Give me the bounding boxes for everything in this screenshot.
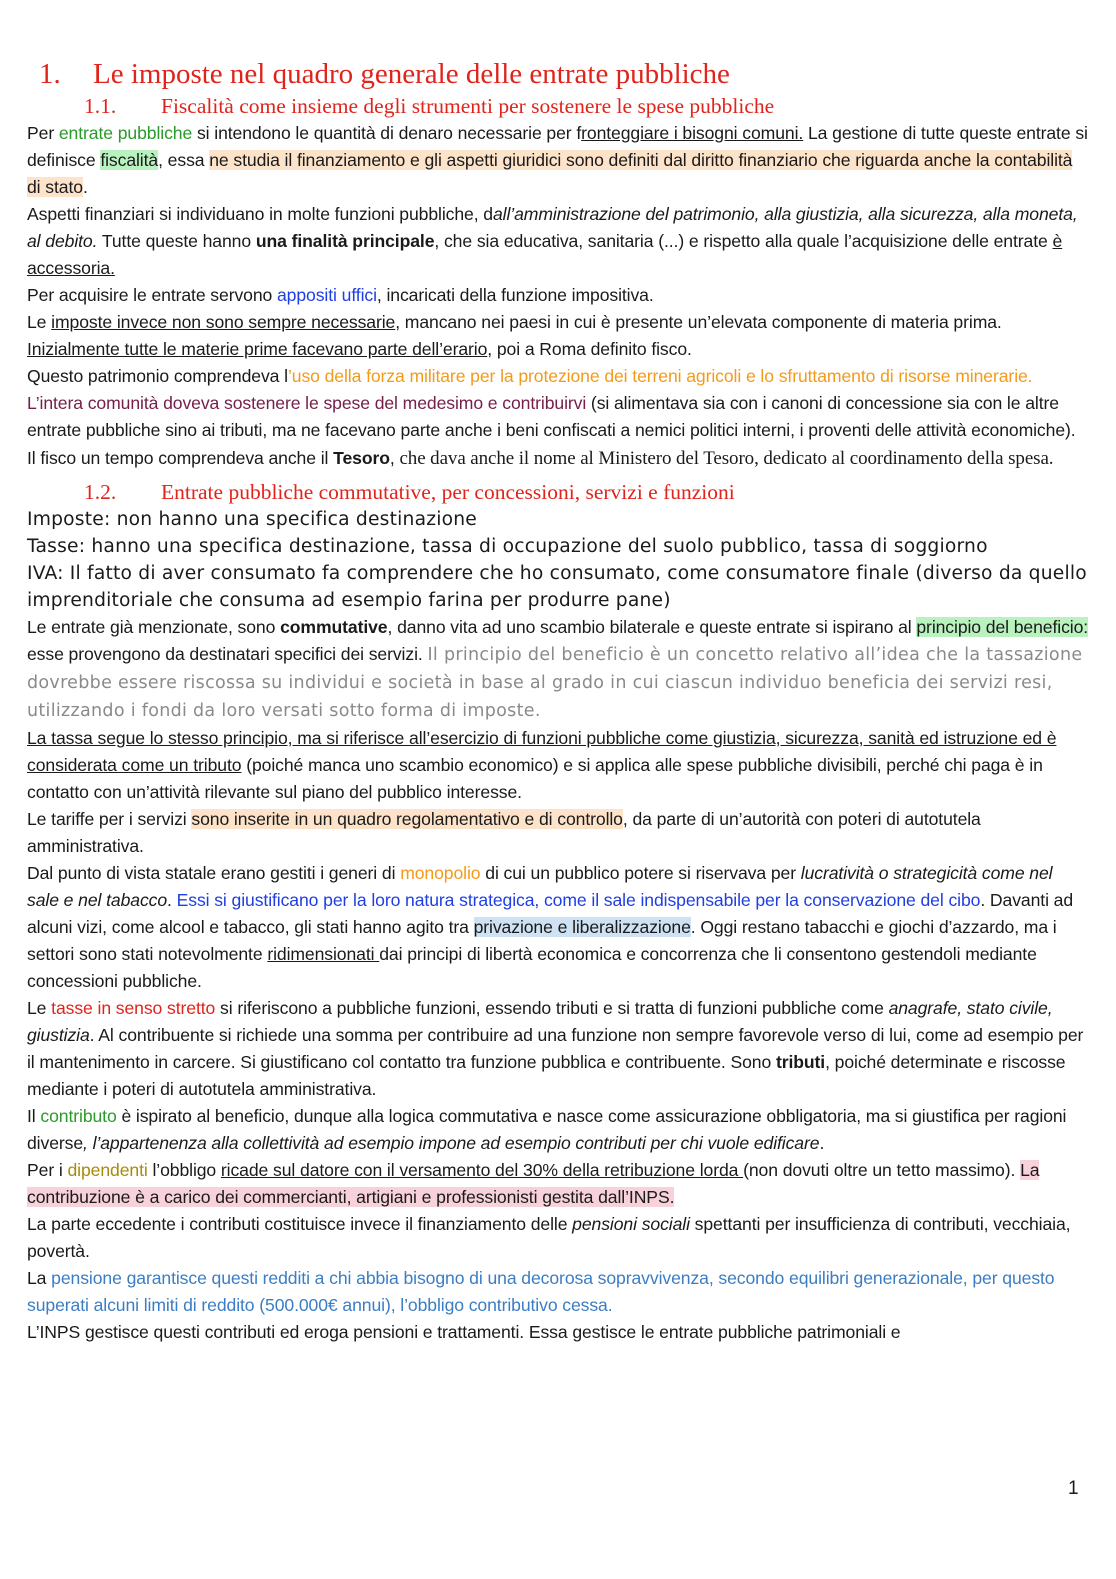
note-tasse: Tasse: hanno una specifica destinazione, tassa di occupazione del suolo pubblico, tassa di soggiorno	[27, 536, 988, 557]
note-iva: IVA: Il fatto di aver consumato fa comprendere che ho consumato, come consumatore finale (diverso da quello imprenditoriale che consuma ad esempio farina per produrre pane)	[27, 563, 1087, 611]
chapter-number: 1.	[39, 58, 61, 90]
page-number: 1	[1068, 1478, 1079, 1499]
chapter-title: Le imposte nel quadro generale delle entrate pubbliche	[93, 58, 730, 90]
section-title: Fiscalità come insieme degli strumenti per sostenere le spese pubbliche	[161, 94, 775, 118]
section-title: Entrate pubbliche commutative, per concessioni, servizi e funzioni	[161, 480, 735, 504]
paragraph-uffici: Per acquisire le entrate servono appositi uffici, incaricati della funzione impositiva.	[27, 285, 654, 305]
section-number: 1.1.	[84, 94, 117, 118]
section-heading-1-1	[84, 92, 1089, 120]
paragraph-pensione: La pensione garantisce questi redditi a chi abbia bisogno di una decorosa sopravvivenza, secondo equilibri generazionale, per questo superati alcuni limiti di reddito (500.000€ annui), l’obbligo contributivo cessa.	[27, 1268, 1055, 1315]
paragraph-contributo: Il contributo è ispirato al beneficio, dunque alla logica commutativa e nasce come assicurazione obbligatoria, ma si giustifica per ragioni diverse, l’appartenenza alla collettività ad esempio impone ad esempio contributi per chi vuole edificare.	[27, 1106, 1067, 1153]
paragraph-tariffe: Le tariffe per i servizi sono inserite in un quadro regolamentativo e di controllo, da parte di un’autorità con poteri di autotutela amministrativa.	[27, 809, 981, 856]
paragraph-entrate-pubbliche: Per entrate pubbliche si intendono le quantità di denaro necessarie per fronteggiare i bisogni comuni. La gestione di tutte queste entrate si definisce fiscalità, essa ne studia il finanziamento e gli aspetti giuridici sono definiti dal diritto finanziario che riguarda anche la contabilità di stato.	[27, 123, 1088, 197]
paragraph-monopolio: Dal punto di vista statale erano gestiti i generi di monopolio di cui un pubblico potere si riservava per lucratività o strategicità come nel sale e nel tabacco. Essi si giustificano per la loro natura strategica, come il sale indispensabile per la conservazione del cibo. Davanti ad alcuni vizi, come alcool e tabacco, gli stati hanno agito tra privazione e liberalizzazione. Oggi restano tabacchi e giochi d’azzardo, ma i settori sono stati notevolmente ridimensionati dai principi di libertà economica e concorrenza che li consentono gestendoli mediante concessioni pubbliche.	[27, 863, 1074, 991]
paragraph-patrimonio: Questo patrimonio comprendeva l’uso della forza militare per la protezione dei terreni agricoli e lo sfruttamento di risorse minerarie.	[27, 366, 1033, 386]
paragraph-imposte: Le imposte invece non sono sempre necessarie, mancano nei paesi in cui è presente un’elevata componente di materia prima. Inizialmente tutte le materie prime facevano parte dell’erario, poi a Roma definito fisco.	[27, 312, 1002, 359]
section-number: 1.2.	[84, 480, 117, 504]
note-imposte: Imposte: non hanno una specifica destinazione	[27, 509, 477, 530]
paragraph-pensioni-sociali: La parte eccedente i contributi costituisce invece il finanziamento delle pensioni sociali spettanti per insufficienza di contributi, vecchiaia, povertà.	[27, 1214, 1071, 1261]
chapter-heading	[39, 56, 1089, 92]
paragraph-tassa: La tassa segue lo stesso principio, ma si riferisce all’esercizio di funzioni pubbliche come giustizia, sicurezza, sanità ed istruzione ed è considerata come un tributo (poiché manca uno scambio economico) e si applica alle spese pubbliche divisibili, perché chi paga è in contatto con un’attività rilevante sul piano del pubblico interesse.	[27, 728, 1057, 802]
paragraph-inps: L’INPS gestisce questi contributi ed eroga pensioni e trattamenti. Essa gestisce le entrate pubbliche patrimoniali e	[27, 1322, 901, 1342]
paragraph-aspetti-finanziari: Aspetti finanziari si individuano in molte funzioni pubbliche, dall’amministrazione del patrimonio, alla giustizia, alla sicurezza, alla moneta, al debito. Tutte queste hanno una finalità principale, che sia educativa, sanitaria (...) e rispetto alla quale l’acquisizione delle entrate è accessoria.	[27, 204, 1078, 278]
paragraph-tesoro: Il fisco un tempo comprendeva anche il Tesoro, che dava anche il nome al Ministero del Tesoro, dedicato al coordinamento della spesa.	[27, 448, 1054, 469]
section-heading-1-2	[84, 478, 1089, 506]
paragraph-comunita: L’intera comunità doveva sostenere le spese del medesimo e contribuirvi (si alimentava sia con i canoni di concessione sia con le altre entrate pubbliche sino ai tributi, ma ne facevano parte anche i beni confiscati a nemici politici interni, i proventi delle attività economiche).	[27, 393, 1076, 440]
paragraph-dipendenti: Per i dipendenti l’obbligo ricade sul datore con il versamento del 30% della retribuzione lorda (non dovuti oltre un tetto massimo). La contribuzione è a carico dei commercianti, artigiani e professionisti gestita dall’INPS.	[27, 1160, 1040, 1207]
document-page	[27, 56, 1089, 1346]
paragraph-commutative: Le entrate già menzionate, sono commutative, danno vita ad uno scambio bilaterale e queste entrate si ispirano al principio del beneficio: esse provengono da destinatari specifici dei servizi. Il principio del beneficio è un concetto relativo all’idea che la tassazione dovrebbe essere riscossa su individui e società in base al grado in cui ciascun individuo beneficia dei servizi resi, utilizzando i fondi da loro versati sotto forma di imposte.	[27, 617, 1089, 721]
paragraph-tasse-senso-stretto: Le tasse in senso stretto si riferiscono a pubbliche funzioni, essendo tributi e si tratta di funzioni pubbliche come anagrafe, stato civile, giustizia. Al contribuente si richiede una somma per contribuire ad una funzione non sempre favorevole verso di lui, come ad esempio per il mantenimento in carcere. Si giustificano col contatto tra funzione pubblica e contribuente. Sono tributi, poiché determinate e riscosse mediante i poteri di autotutela amministrativa.	[27, 998, 1084, 1099]
